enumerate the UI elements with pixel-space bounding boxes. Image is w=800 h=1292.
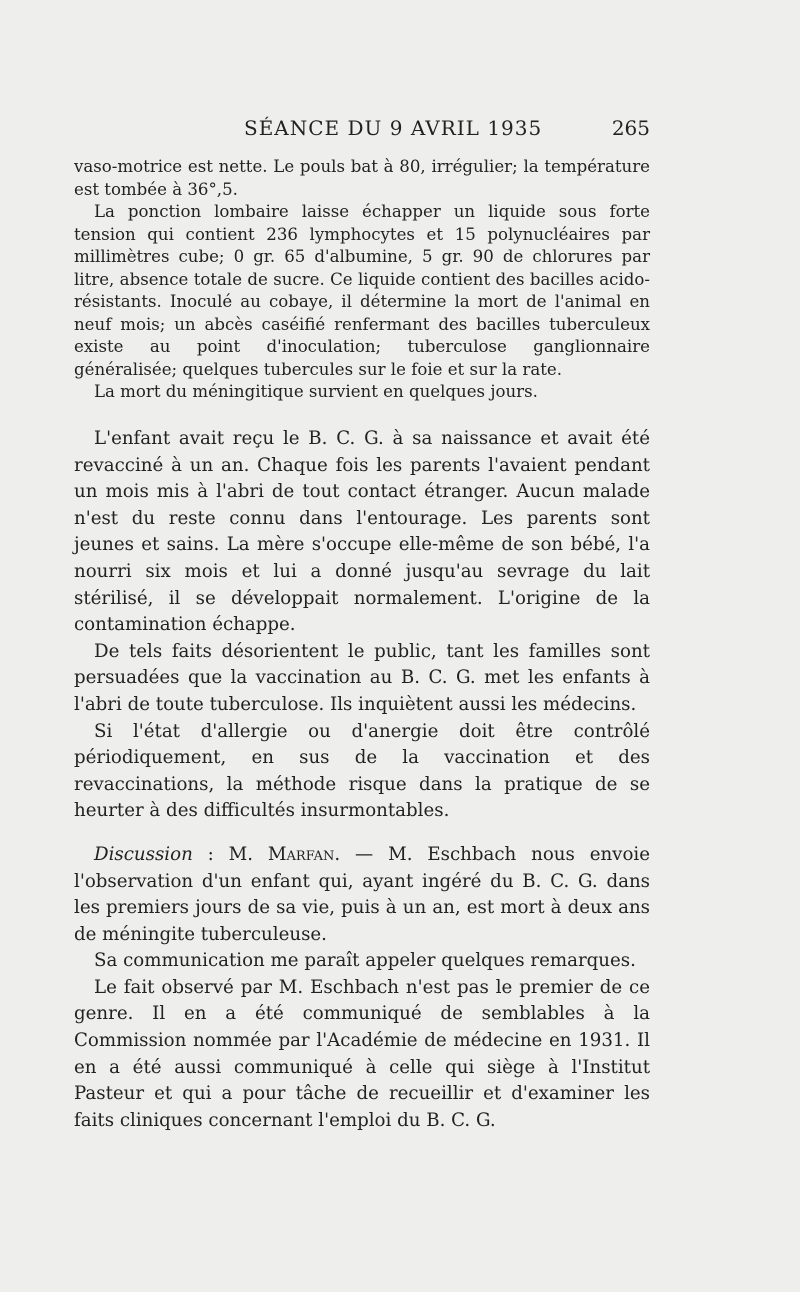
main-text — [74, 426, 650, 1134]
paragraph: De tels faits désorientent le public, tant les familles sont persuadées que la vaccination au B. C. G. met les enfants à l'abri de toute tuberculose. Ils inquiètent aussi les médecins. — [74, 640, 650, 715]
paragraph: vaso-motrice est nette. Le pouls bat à 80, irrégulier; la température est tombée à 36°,5. — [74, 157, 650, 199]
paragraph: La mort du méningitique survient en quelques jours. — [94, 382, 538, 401]
paragraph: L'enfant avait reçu le B. C. G. à sa naissance et avait été revacciné à un an. Chaque fois les parents l'avaient pendant un mois mis à l'abri de tout contact étranger. Aucun malade n'est du reste connu dans l'entourage. Les parents sont jeunes et sains. La mère s'occupe elle-même de son bébé, l'a nourri six mois et lui a donné jusqu'au sevrage du lait stérilisé, il se développait normalement. L'origine de la contamination échappe. — [74, 428, 650, 636]
running-header — [74, 116, 650, 142]
header-title: SÉANCE DU 9 AVRIL 1935 — [244, 116, 543, 140]
section-gap — [74, 825, 650, 842]
discussion-speaker: Marfan — [267, 843, 335, 865]
paragraph: Sa communication me paraît appeler quelques remarques. — [94, 950, 636, 972]
discussion-label: Discussion — [94, 843, 193, 865]
discussion-colon: : M. — [192, 843, 268, 865]
paragraph: Si l'état d'allergie ou d'anergie doit être contrôlé périodiquement, en sus de la vaccination et des revaccinations, la méthode risque dans la pratique de se heurter à des difficultés insurmontables. — [74, 720, 650, 822]
page-number: 265 — [611, 116, 650, 140]
case-report-text — [74, 156, 650, 404]
discussion-paragraph — [74, 842, 650, 948]
paragraph: Le fait observé par M. Eschbach n'est pas le premier de ce genre. Il en a été communiqué de semblables à la Commission nommée par l'Académie de médecine en 1931. Il en a été aussi communiqué à celle qui siège à l'Institut Pasteur et qui a pour tâche de recueillir et d'examiner les faits cliniques concernant l'emploi du B. C. G. — [74, 976, 650, 1131]
discussion-text: . — M. Eschbach nous envoie l'observation d'un enfant qui, ayant ingéré du B. C. G. dans les premiers jours de sa vie, puis à un an, est mort à deux ans de méningite tuberculeuse. — [74, 843, 650, 945]
paragraph: La ponction lombaire laisse échapper un liquide sous forte tension qui contient 236 lymphocytes et 15 polynucléaires par millimètres cube; 0 gr. 65 d'albumine, 5 gr. 90 de chlorures par litre, absence totale de sucre. Ce liquide contient des bacilles acido-résistants. Inoculé au cobaye, il détermine la mort de l'animal en neuf mois; un abcès caséifié renfermant des bacilles tuberculeux existe au point d'inoculation; tuberculose ganglionnaire généralisée; quelques tubercules sur le foie et sur la rate. — [74, 202, 650, 379]
